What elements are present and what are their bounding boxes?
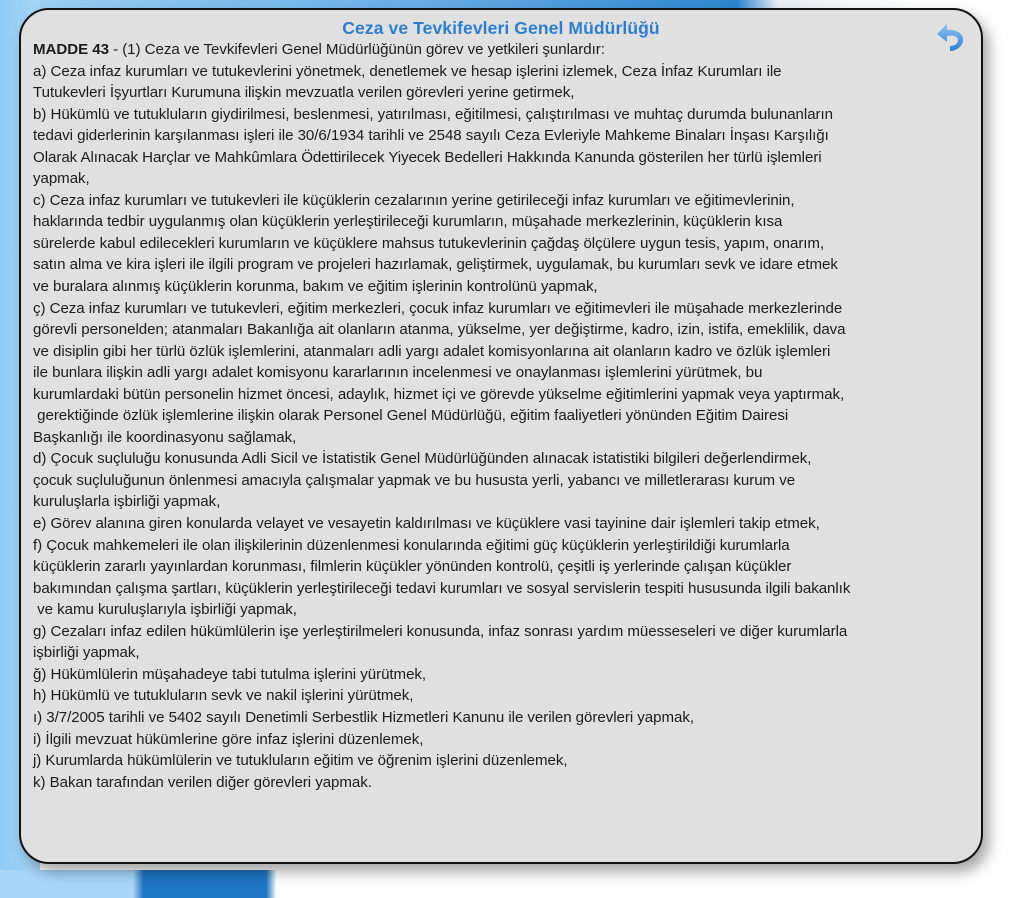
background-bottom-band bbox=[0, 870, 1024, 898]
article-line: ğ) Hükümlülerin müşahadeye tabi tutulma işlerini yürütmek, bbox=[33, 665, 427, 683]
article-line: ve disiplin gibi her türlü özlük işlemlerini, atanmaları adli yargı adalet komisyonlarına ait olanların kadro ve özlük işlemleri bbox=[33, 342, 831, 360]
article-line: i) İlgili mevzuat hükümlerine göre infaz işlerini düzenlemek, bbox=[33, 730, 424, 748]
article-line: j) Kurumlarda hükümlülerin ve tutukluların eğitim ve öğrenim işlerini düzenlemek, bbox=[33, 752, 568, 770]
article-lines bbox=[33, 61, 978, 794]
article-line: ve kamu kuruluşlarıyla işbirliği yapmak, bbox=[33, 601, 297, 619]
page-title: Ceza ve Tevkifevleri Genel Müdürlüğü bbox=[342, 18, 660, 38]
article-line: ı) 3/7/2005 tarihli ve 5402 sayılı Denetimli Serbestlik Hizmetleri Kanunu ile verilen görevleri yapmak, bbox=[33, 708, 694, 726]
article-line: yapmak, bbox=[33, 170, 90, 188]
article-line: gerektiğinde özlük işlemlerine ilişkin olarak Personel Genel Müdürlüğü, eğitim faaliyetleri yönünden Eğitim Dairesi bbox=[33, 407, 789, 425]
article-line: ve buralara alınmış küçüklerin korunma, bakım ve eğitim işlerinin kontrolünü yapmak, bbox=[33, 278, 598, 296]
article-line: ç) Ceza infaz kurumları ve tutukevleri, eğitim merkezleri, çocuk infaz kurumları ve eğitimevleri ile müşahade merkezlerinde bbox=[33, 299, 843, 317]
article-line: k) Bakan tarafından verilen diğer görevleri yapmak. bbox=[33, 773, 372, 791]
article-line: kuruluşlarla işbirliği yapmak, bbox=[33, 493, 221, 511]
article-line: a) Ceza infaz kurumları ve tutukevlerini yönetmek, denetlemek ve hesap işlerini izlemek, Ceza İnfaz Kurumları ile bbox=[33, 62, 782, 80]
article-line: küçüklerin zararlı yayınlardan korunması, filmlerin küçükler yönünden kontrolü, çeşitli iş yerlerinde çalışan küçükler bbox=[33, 558, 792, 576]
article-line: Başkanlığı ile koordinasyonu sağlamak, bbox=[33, 428, 297, 446]
article-line: g) Cezaları infaz edilen hükümlülerin işe yerleştirilmeleri konusunda, infaz sonrası yardım müesseseleri ve diğer kurumlarla bbox=[33, 622, 848, 640]
article-line: kurumlardaki bütün personelin hizmet öncesi, adaylık, hizmet içi ve görevde yükselme eğitimlerini yapmak veya yaptırmak, bbox=[33, 385, 845, 403]
article-line: bakımından çalışma şartları, küçüklerin yerleştirileceği tedavi kurumları ve sosyal servislerin tespiti hususunda ilgili bakanlık bbox=[33, 579, 851, 597]
article-line: c) Ceza infaz kurumları ve tutukevleri ile küçüklerin cezalarının yerine getirileceği infaz kurumları ve eğitimevlerinin, bbox=[33, 191, 795, 209]
article-line: satın alma ve kira işleri ile ilgili program ve projeleri hazırlamak, geliştirmek, uygulamak, bu kurumları sevk ve idare etmek bbox=[33, 256, 838, 274]
article-line: e) Görev alanına giren konularda velayet ve vesayetin kaldırılması ve küçüklere vasi tayinine dair işlemleri takip etmek, bbox=[33, 515, 820, 533]
article-line: işbirliği yapmak, bbox=[33, 644, 140, 662]
article-line: Tutukevleri İşyurtları Kurumuna ilişkin mevzuatla verilen görevleri yerine getirmek, bbox=[33, 84, 575, 102]
article-line: b) Hükümlü ve tutukluların giydirilmesi, beslenmesi, yatırılması, eğitilmesi, çalıştırılması ve muhtaç durumda bulunanların bbox=[33, 105, 834, 123]
article-label: MADDE 43 bbox=[33, 41, 109, 58]
article-line: Olarak Alınacak Harçlar ve Mahkûmlara Ödettirilecek Yiyecek Bedelleri Hakkında Kanunda gösterilen her türlü işlemleri bbox=[33, 148, 822, 166]
content-panel bbox=[19, 8, 983, 864]
article-intro-line bbox=[33, 39, 978, 61]
article-line: görevli personelden; atanmaları Bakanlığa ait olanların atanma, yükselme, yer değiştirme, kadro, izin, istifa, emeklilik, dava bbox=[33, 321, 846, 339]
article-line: h) Hükümlü ve tutukluların sevk ve nakil işlerini yürütmek, bbox=[33, 687, 414, 705]
article-line: f) Çocuk mahkemeleri ile olan ilişkilerinin düzenlenmesi konularında eğitimi güç küçüklerin yerleştirildiği kurumlarla bbox=[33, 536, 790, 554]
article-intro-text: - (1) Ceza ve Tevkifevleri Genel Müdürlüğünün görev ve yetkileri şunlardır: bbox=[108, 41, 605, 58]
article-line: çocuk suçluluğunun önlenmesi amacıyla çalışmalar yapmak ve bu hususta yerli, yabancı ve milletlerarası kurum ve bbox=[33, 471, 796, 489]
article-line: haklarında tedbir uygulanmış olan küçüklerin yerleştirileceği kurumların, müşahade merkezlerinin, küçüklerin kısa bbox=[33, 213, 783, 231]
article-line: ile bunlara ilişkin adli yargı adalet komisyonu kararlarının incelenmesi ve onaylanması işlemlerini yürütmek, bu bbox=[33, 364, 763, 382]
article-text bbox=[33, 39, 978, 793]
article-line: sürelerde kabul edilecekleri kurumların ve küçüklere mahsus tutukevlerinin çağdaş ölçülere uygun tesis, yapım, onarım, bbox=[33, 234, 825, 252]
article-line: tedavi giderlerinin karşılanması işleri ile 30/6/1934 tarihli ve 2548 sayılı Ceza Evleriyle Mahkeme Binaları İnşası Karşılığı bbox=[33, 127, 829, 145]
article-line: d) Çocuk suçluluğu konusunda Adli Sicil ve İstatistik Genel Müdürlüğünden alınacak istatistiki bilgileri değerlendirmek, bbox=[33, 450, 812, 468]
